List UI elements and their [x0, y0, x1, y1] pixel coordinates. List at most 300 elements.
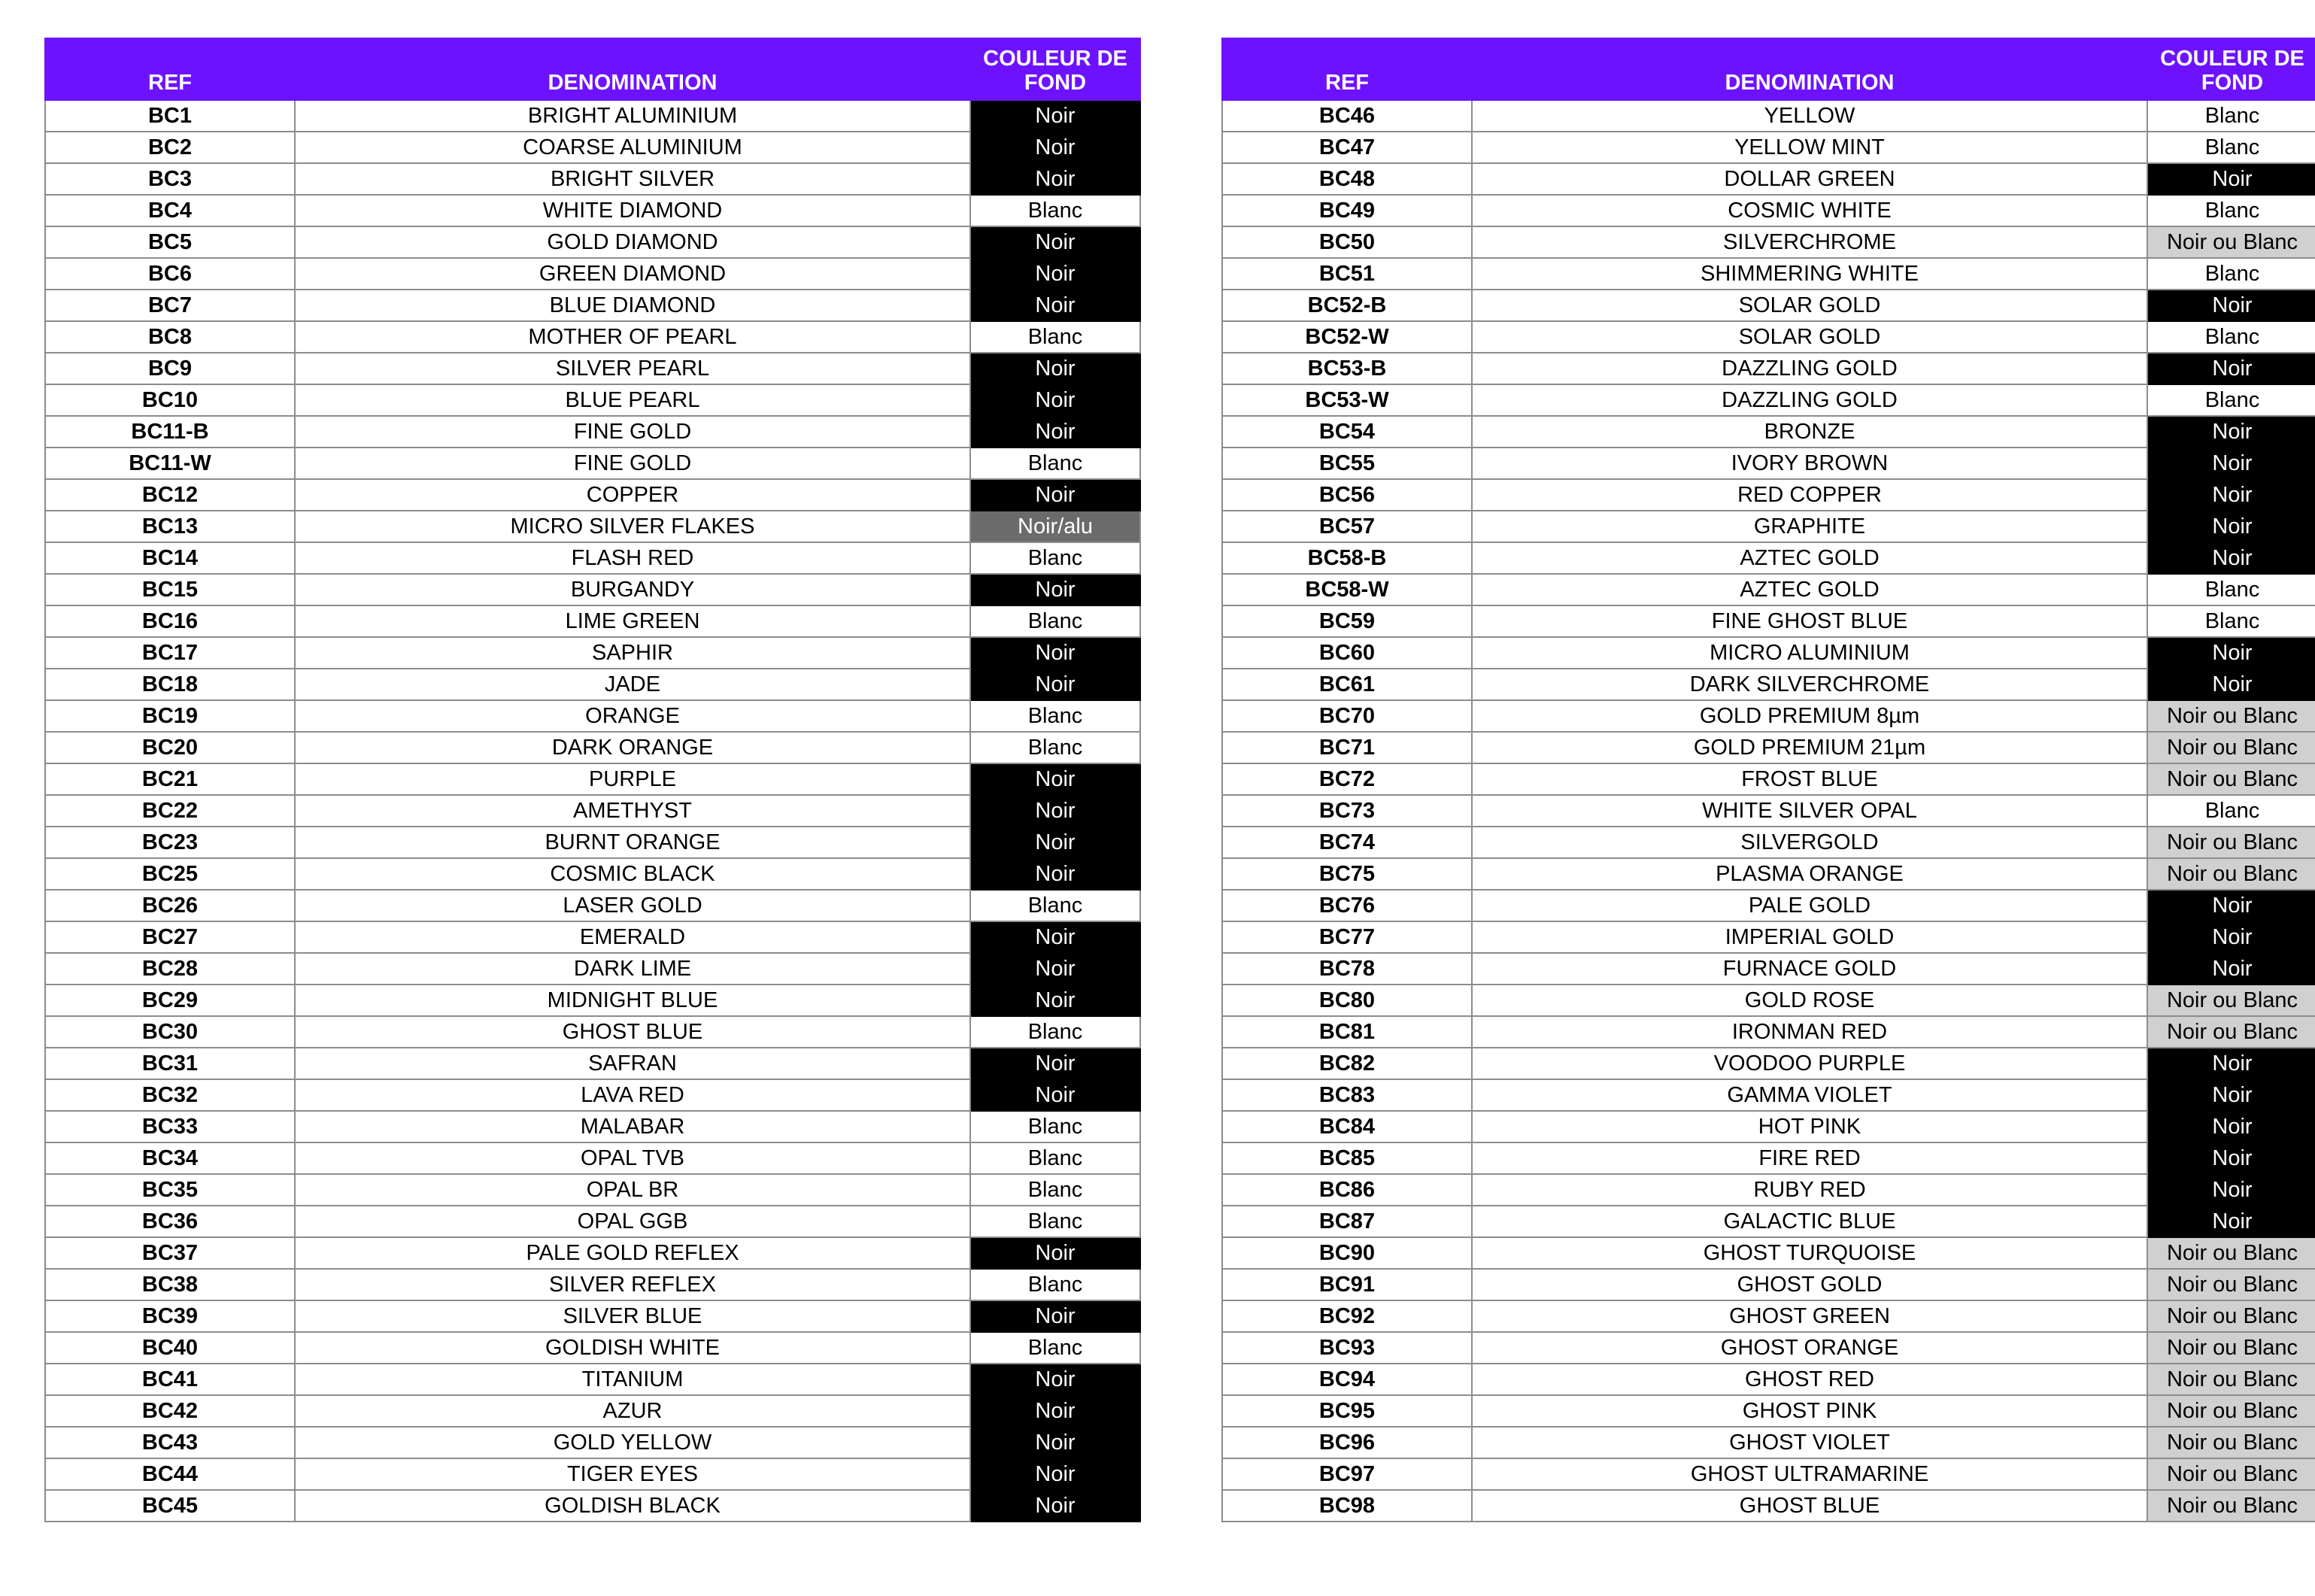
fond-color-cell: Blanc: [970, 321, 1140, 353]
fond-color-cell: Noir: [970, 290, 1140, 321]
table-row: [1222, 574, 2315, 605]
table-row: [45, 1111, 1140, 1142]
denomination-cell: LIME GREEN: [295, 605, 970, 637]
fond-color-cell: Noir: [2147, 637, 2315, 669]
denomination-cell: DARK LIME: [295, 953, 970, 985]
table-row: [45, 605, 1140, 637]
ref-cell: BC73: [1222, 795, 1472, 827]
denomination-cell: ORANGE: [295, 700, 970, 732]
fond-color-cell: Blanc: [970, 1332, 1140, 1364]
fond-color-cell: Noir: [970, 574, 1140, 605]
fond-color-cell: Blanc: [2147, 605, 2315, 637]
ref-cell: BC80: [1222, 985, 1472, 1016]
table-row: [1222, 732, 2315, 763]
fond-color-cell: Noir ou Blanc: [2147, 1490, 2315, 1522]
ref-cell: BC30: [45, 1016, 295, 1048]
denomination-cell: COPPER: [295, 479, 970, 511]
denomination-cell: FURNACE GOLD: [1472, 953, 2147, 985]
fond-color-cell: Noir ou Blanc: [2147, 827, 2315, 858]
fond-color-cell: Noir ou Blanc: [2147, 1458, 2315, 1490]
denomination-cell: DARK ORANGE: [295, 732, 970, 763]
ref-cell: BC14: [45, 542, 295, 574]
fond-color-cell: Blanc: [970, 1111, 1140, 1142]
denomination-cell: PALE GOLD: [1472, 890, 2147, 921]
table-row: [45, 574, 1140, 605]
table-row: [1222, 1427, 2315, 1458]
table-row: [45, 132, 1140, 163]
table-row: [45, 1048, 1140, 1079]
table-row: [45, 1237, 1140, 1269]
table-row: [1222, 290, 2315, 321]
table-row: [45, 321, 1140, 353]
ref-cell: BC90: [1222, 1237, 1472, 1269]
denomination-cell: GHOST GOLD: [1472, 1269, 2147, 1300]
fond-color-cell: Blanc: [970, 448, 1140, 479]
ref-cell: BC29: [45, 985, 295, 1016]
table-row: [45, 511, 1140, 542]
ref-cell: BC3: [45, 163, 295, 195]
table-row: [1222, 1111, 2315, 1142]
fond-color-cell: Noir: [970, 416, 1140, 448]
ref-cell: BC74: [1222, 827, 1472, 858]
fond-color-cell: Noir: [2147, 416, 2315, 448]
denomination-cell: GHOST BLUE: [295, 1016, 970, 1048]
denomination-cell: AZTEC GOLD: [1472, 574, 2147, 605]
fond-column-header: [970, 38, 1140, 100]
ref-column-header: REF: [1222, 38, 1472, 100]
ref-cell: BC5: [45, 226, 295, 258]
table-row: [45, 700, 1140, 732]
fond-color-cell: Noir: [970, 795, 1140, 827]
fond-color-cell: Noir: [2147, 1111, 2315, 1142]
denomination-cell: MIDNIGHT BLUE: [295, 985, 970, 1016]
fond-color-cell: Blanc: [970, 1206, 1140, 1237]
table-row: [45, 637, 1140, 669]
left-table-header: [45, 38, 1140, 100]
fond-color-cell: Noir: [2147, 542, 2315, 574]
fond-color-cell: Noir: [970, 479, 1140, 511]
fond-color-cell: Noir: [970, 1395, 1140, 1427]
denomination-cell: WHITE DIAMOND: [295, 195, 970, 226]
ref-cell: BC49: [1222, 195, 1472, 226]
fond-color-cell: Noir: [970, 1490, 1140, 1522]
ref-cell: BC81: [1222, 1016, 1472, 1048]
denomination-cell: FLASH RED: [295, 542, 970, 574]
fond-color-cell: Blanc: [2147, 100, 2315, 132]
ref-cell: BC47: [1222, 132, 1472, 163]
ref-cell: BC11-B: [45, 416, 295, 448]
table-row: [45, 1300, 1140, 1332]
fond-color-cell: Noir: [2147, 1142, 2315, 1174]
fond-color-cell: Noir: [970, 858, 1140, 890]
ref-cell: BC76: [1222, 890, 1472, 921]
table-row: [1222, 416, 2315, 448]
denomination-cell: SAFRAN: [295, 1048, 970, 1079]
ref-cell: BC27: [45, 921, 295, 953]
denomination-cell: PALE GOLD REFLEX: [295, 1237, 970, 1269]
table-row: [45, 953, 1140, 985]
ref-cell: BC61: [1222, 669, 1472, 700]
ref-cell: BC21: [45, 763, 295, 795]
fond-color-cell: Noir ou Blanc: [2147, 226, 2315, 258]
ref-cell: BC4: [45, 195, 295, 226]
table-row: [45, 858, 1140, 890]
ref-cell: BC51: [1222, 258, 1472, 290]
denomination-cell: FINE GHOST BLUE: [1472, 605, 2147, 637]
ref-cell: BC44: [45, 1458, 295, 1490]
fond-color-cell: Noir/alu: [970, 511, 1140, 542]
denomination-cell: MALABAR: [295, 1111, 970, 1142]
fond-color-cell: Noir: [2147, 921, 2315, 953]
denomination-cell: OPAL TVB: [295, 1142, 970, 1174]
fond-color-cell: Blanc: [970, 605, 1140, 637]
denomination-cell: LASER GOLD: [295, 890, 970, 921]
ref-cell: BC94: [1222, 1364, 1472, 1395]
fond-color-cell: Noir ou Blanc: [2147, 1237, 2315, 1269]
fond-color-cell: Noir: [970, 1079, 1140, 1111]
table-row: [1222, 1332, 2315, 1364]
table-row: [45, 732, 1140, 763]
denomination-cell: JADE: [295, 669, 970, 700]
denomination-cell: EMERALD: [295, 921, 970, 953]
denomination-cell: FINE GOLD: [295, 416, 970, 448]
fond-color-cell: Noir: [970, 669, 1140, 700]
table-row: [45, 1206, 1140, 1237]
ref-cell: BC72: [1222, 763, 1472, 795]
ref-cell: BC1: [45, 100, 295, 132]
denomination-cell: BLUE DIAMOND: [295, 290, 970, 321]
fond-color-cell: Noir ou Blanc: [2147, 985, 2315, 1016]
ref-cell: BC53-B: [1222, 353, 1472, 384]
ref-cell: BC25: [45, 858, 295, 890]
denomination-cell: SAPHIR: [295, 637, 970, 669]
table-row: [1222, 384, 2315, 416]
ref-cell: BC59: [1222, 605, 1472, 637]
ref-cell: BC98: [1222, 1490, 1472, 1522]
table-row: [45, 479, 1140, 511]
ref-cell: BC37: [45, 1237, 295, 1269]
fond-color-cell: Noir ou Blanc: [2147, 1427, 2315, 1458]
fond-color-cell: Noir: [970, 1427, 1140, 1458]
ref-column-header: REF: [45, 38, 295, 100]
table-row: [45, 1332, 1140, 1364]
denomination-cell: BRIGHT SILVER: [295, 163, 970, 195]
table-row: [1222, 890, 2315, 921]
denomination-cell: SILVERCHROME: [1472, 226, 2147, 258]
denomination-cell: SHIMMERING WHITE: [1472, 258, 2147, 290]
ref-cell: BC41: [45, 1364, 295, 1395]
denomination-cell: FROST BLUE: [1472, 763, 2147, 795]
table-row: [45, 827, 1140, 858]
fond-header-line1: COULEUR DE: [983, 47, 1127, 71]
fond-color-cell: Noir: [970, 258, 1140, 290]
table-row: [1222, 1300, 2315, 1332]
table-row: [45, 1395, 1140, 1427]
denomination-column-header: DENOMINATION: [1472, 38, 2147, 100]
ref-cell: BC97: [1222, 1458, 1472, 1490]
denomination-cell: SILVER BLUE: [295, 1300, 970, 1332]
denomination-cell: COSMIC WHITE: [1472, 195, 2147, 226]
denomination-cell: GHOST BLUE: [1472, 1490, 2147, 1522]
fond-color-cell: Blanc: [2147, 321, 2315, 353]
fond-column-header: [2147, 38, 2315, 100]
ref-cell: BC50: [1222, 226, 1472, 258]
fond-color-cell: Blanc: [2147, 574, 2315, 605]
ref-cell: BC91: [1222, 1269, 1472, 1300]
table-row: [45, 795, 1140, 827]
table-row: [1222, 953, 2315, 985]
ref-cell: BC34: [45, 1142, 295, 1174]
fond-color-cell: Noir: [970, 1237, 1140, 1269]
table-row: [1222, 1016, 2315, 1048]
ref-cell: BC93: [1222, 1332, 1472, 1364]
fond-color-cell: Noir ou Blanc: [2147, 1395, 2315, 1427]
ref-cell: BC20: [45, 732, 295, 763]
ref-cell: BC2: [45, 132, 295, 163]
denomination-cell: SILVER PEARL: [295, 353, 970, 384]
ref-cell: BC56: [1222, 479, 1472, 511]
right-table-body: [1222, 100, 2315, 1522]
denomination-cell: FIRE RED: [1472, 1142, 2147, 1174]
table-row: [45, 1016, 1140, 1048]
denomination-cell: OPAL GGB: [295, 1206, 970, 1237]
fond-color-cell: Blanc: [970, 890, 1140, 921]
fond-header-line2: FOND: [2201, 71, 2264, 95]
fond-color-cell: Noir: [970, 763, 1140, 795]
fond-color-cell: Noir ou Blanc: [2147, 700, 2315, 732]
denomination-cell: DARK SILVERCHROME: [1472, 669, 2147, 700]
ref-cell: BC84: [1222, 1111, 1472, 1142]
fond-color-cell: Noir: [970, 226, 1140, 258]
fond-color-cell: Noir: [970, 384, 1140, 416]
fond-color-cell: Noir ou Blanc: [2147, 858, 2315, 890]
fond-color-cell: Noir: [970, 1048, 1140, 1079]
denomination-cell: GOLD ROSE: [1472, 985, 2147, 1016]
denomination-cell: TIGER EYES: [295, 1458, 970, 1490]
table-row: [1222, 1269, 2315, 1300]
table-row: [45, 1364, 1140, 1395]
denomination-cell: SOLAR GOLD: [1472, 321, 2147, 353]
ref-cell: BC28: [45, 953, 295, 985]
table-row: [45, 448, 1140, 479]
denomination-cell: BRIGHT ALUMINIUM: [295, 100, 970, 132]
ref-cell: BC7: [45, 290, 295, 321]
table-row: [45, 195, 1140, 226]
ref-cell: BC52-B: [1222, 290, 1472, 321]
denomination-cell: BRONZE: [1472, 416, 2147, 448]
ref-cell: BC96: [1222, 1427, 1472, 1458]
denomination-cell: FINE GOLD: [295, 448, 970, 479]
denomination-cell: IRONMAN RED: [1472, 1016, 2147, 1048]
denomination-cell: YELLOW: [1472, 100, 2147, 132]
table-row: [45, 290, 1140, 321]
denomination-cell: GHOST RED: [1472, 1364, 2147, 1395]
denomination-cell: RED COPPER: [1472, 479, 2147, 511]
denomination-cell: WHITE SILVER OPAL: [1472, 795, 2147, 827]
denomination-cell: PLASMA ORANGE: [1472, 858, 2147, 890]
ref-cell: BC75: [1222, 858, 1472, 890]
denomination-cell: GOLD PREMIUM 21µm: [1472, 732, 2147, 763]
table-row: [1222, 163, 2315, 195]
table-row: [1222, 1490, 2315, 1522]
ref-cell: BC39: [45, 1300, 295, 1332]
denomination-cell: PURPLE: [295, 763, 970, 795]
ref-cell: BC19: [45, 700, 295, 732]
fond-color-cell: Blanc: [2147, 384, 2315, 416]
ref-cell: BC53-W: [1222, 384, 1472, 416]
fond-color-cell: Blanc: [2147, 132, 2315, 163]
ref-cell: BC60: [1222, 637, 1472, 669]
table-row: [1222, 1364, 2315, 1395]
fond-color-cell: Noir: [970, 827, 1140, 858]
denomination-cell: COSMIC BLACK: [295, 858, 970, 890]
denomination-cell: RUBY RED: [1472, 1174, 2147, 1206]
denomination-cell: GRAPHITE: [1472, 511, 2147, 542]
fond-color-cell: Blanc: [2147, 258, 2315, 290]
fond-color-cell: Blanc: [970, 1174, 1140, 1206]
fond-color-cell: Noir: [970, 1458, 1140, 1490]
table-row: [45, 1458, 1140, 1490]
ref-cell: BC57: [1222, 511, 1472, 542]
table-row: [1222, 195, 2315, 226]
ref-cell: BC87: [1222, 1206, 1472, 1237]
table-row: [1222, 132, 2315, 163]
ref-cell: BC15: [45, 574, 295, 605]
denomination-cell: GOLD DIAMOND: [295, 226, 970, 258]
fond-color-cell: Noir: [970, 132, 1140, 163]
table-row: [1222, 1079, 2315, 1111]
ref-cell: BC40: [45, 1332, 295, 1364]
ref-cell: BC23: [45, 827, 295, 858]
denomination-cell: DAZZLING GOLD: [1472, 384, 2147, 416]
table-row: [45, 163, 1140, 195]
fond-color-cell: Noir: [2147, 1079, 2315, 1111]
denomination-cell: GOLDISH BLACK: [295, 1490, 970, 1522]
table-row: [1222, 511, 2315, 542]
ref-cell: BC13: [45, 511, 295, 542]
table-row: [1222, 448, 2315, 479]
denomination-cell: MOTHER OF PEARL: [295, 321, 970, 353]
fond-color-cell: Noir: [2147, 290, 2315, 321]
denomination-cell: GHOST PINK: [1472, 1395, 2147, 1427]
fond-color-cell: Noir: [2147, 1048, 2315, 1079]
ref-cell: BC54: [1222, 416, 1472, 448]
ref-cell: BC45: [45, 1490, 295, 1522]
fond-color-cell: Noir ou Blanc: [2147, 1364, 2315, 1395]
table-row: [45, 1427, 1140, 1458]
table-row: [1222, 669, 2315, 700]
denomination-column-header: DENOMINATION: [295, 38, 970, 100]
table-row: [45, 763, 1140, 795]
table-row: [1222, 353, 2315, 384]
ref-cell: BC11-W: [45, 448, 295, 479]
fond-header-line2: FOND: [1024, 71, 1087, 95]
table-row: [45, 542, 1140, 574]
denomination-cell: IMPERIAL GOLD: [1472, 921, 2147, 953]
table-row: [1222, 479, 2315, 511]
denomination-cell: SILVER REFLEX: [295, 1269, 970, 1300]
table-row: [45, 1174, 1140, 1206]
ref-cell: BC85: [1222, 1142, 1472, 1174]
denomination-cell: IVORY BROWN: [1472, 448, 2147, 479]
fond-color-cell: Noir ou Blanc: [2147, 1332, 2315, 1364]
ref-cell: BC6: [45, 258, 295, 290]
table-row: [1222, 921, 2315, 953]
table-row: [1222, 1237, 2315, 1269]
denomination-cell: YELLOW MINT: [1472, 132, 2147, 163]
table-row: [1222, 1142, 2315, 1174]
table-row: [1222, 985, 2315, 1016]
right-color-table: [1221, 38, 2315, 1522]
denomination-cell: OPAL BR: [295, 1174, 970, 1206]
ref-cell: BC22: [45, 795, 295, 827]
fond-color-cell: Blanc: [2147, 795, 2315, 827]
table-row: [1222, 1206, 2315, 1237]
denomination-cell: GOLD YELLOW: [295, 1427, 970, 1458]
fond-color-cell: Noir: [970, 353, 1140, 384]
ref-cell: BC17: [45, 637, 295, 669]
table-row: [1222, 637, 2315, 669]
ref-cell: BC77: [1222, 921, 1472, 953]
denomination-cell: MICRO SILVER FLAKES: [295, 511, 970, 542]
denomination-cell: BURNT ORANGE: [295, 827, 970, 858]
table-row: [1222, 1395, 2315, 1427]
denomination-cell: GHOST ORANGE: [1472, 1332, 2147, 1364]
denomination-cell: SILVERGOLD: [1472, 827, 2147, 858]
table-row: [1222, 100, 2315, 132]
ref-cell: BC35: [45, 1174, 295, 1206]
fond-color-cell: Blanc: [970, 542, 1140, 574]
denomination-cell: GAMMA VIOLET: [1472, 1079, 2147, 1111]
denomination-cell: GHOST GREEN: [1472, 1300, 2147, 1332]
fond-color-cell: Noir: [970, 637, 1140, 669]
fond-color-cell: Blanc: [970, 732, 1140, 763]
fond-color-cell: Noir: [2147, 353, 2315, 384]
denomination-cell: DAZZLING GOLD: [1472, 353, 2147, 384]
left-color-table: [44, 38, 1141, 1522]
denomination-cell: SOLAR GOLD: [1472, 290, 2147, 321]
ref-cell: BC71: [1222, 732, 1472, 763]
table-row: [1222, 605, 2315, 637]
fond-color-cell: Noir: [2147, 163, 2315, 195]
ref-cell: BC95: [1222, 1395, 1472, 1427]
ref-cell: BC36: [45, 1206, 295, 1237]
fond-color-cell: Noir: [2147, 669, 2315, 700]
table-row: [45, 258, 1140, 290]
table-row: [45, 921, 1140, 953]
ref-cell: BC32: [45, 1079, 295, 1111]
denomination-cell: GHOST ULTRAMARINE: [1472, 1458, 2147, 1490]
fond-color-cell: Noir: [970, 100, 1140, 132]
table-row: [45, 1142, 1140, 1174]
denomination-cell: BURGANDY: [295, 574, 970, 605]
ref-cell: BC33: [45, 1111, 295, 1142]
denomination-cell: GOLD PREMIUM 8µm: [1472, 700, 2147, 732]
table-row: [1222, 226, 2315, 258]
ref-cell: BC8: [45, 321, 295, 353]
table-row: [1222, 1048, 2315, 1079]
denomination-cell: BLUE PEARL: [295, 384, 970, 416]
ref-cell: BC83: [1222, 1079, 1472, 1111]
table-row: [1222, 827, 2315, 858]
fond-color-cell: Noir: [2147, 1174, 2315, 1206]
table-row: [1222, 763, 2315, 795]
fond-color-cell: Noir ou Blanc: [2147, 763, 2315, 795]
fond-color-cell: Noir: [2147, 953, 2315, 985]
table-row: [1222, 1458, 2315, 1490]
table-row: [1222, 1174, 2315, 1206]
fond-color-cell: Noir: [970, 985, 1140, 1016]
